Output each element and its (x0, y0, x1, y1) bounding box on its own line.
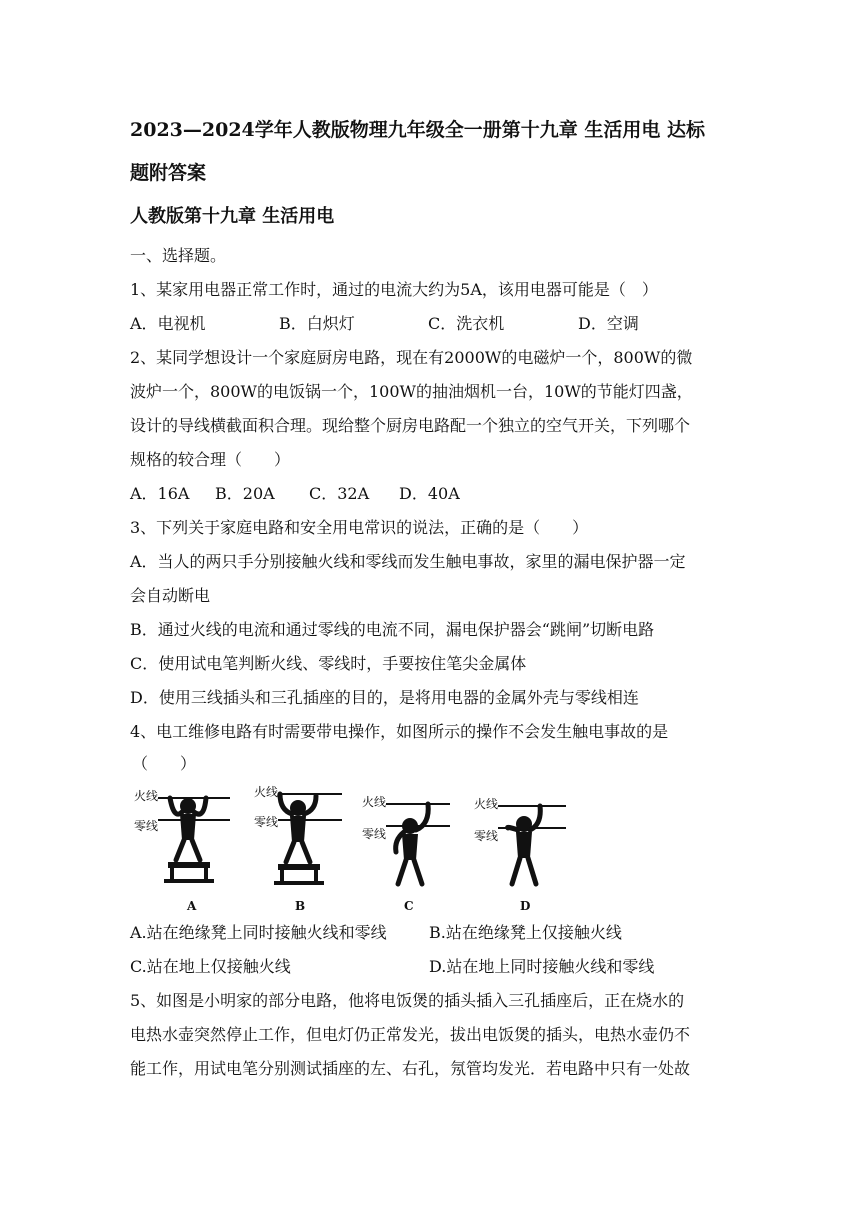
q1-stem: 1、某家用电器正常工作时，通过的电流大约为5A，该用电器可能是（ ） (130, 280, 658, 299)
doc-subtitle: 人教版第十九章 生活用电 (130, 206, 335, 227)
panel-label: D (520, 899, 531, 913)
q1-option-b: B．白炽灯 (279, 314, 355, 333)
q3-line: 会自动断电 (130, 586, 211, 605)
q4-option-a: A.站在绝缘凳上同时接触火线和零线 (130, 923, 387, 942)
q4-option-d: D.站在地上同时接触火线和零线 (429, 957, 655, 976)
q3-stem: 3、下列关于家庭电路和安全用电常识的说法，正确的是（ ） (130, 518, 589, 537)
panel-c (362, 794, 450, 913)
q2-option-c: C．32A (309, 484, 370, 503)
q4-figure (130, 780, 570, 915)
q4-option-c: C.站在地上仅接触火线 (130, 957, 291, 976)
neutral-label: 零线 (254, 815, 279, 829)
panel-label: B (295, 899, 306, 913)
q2-option-d: D．40A (399, 484, 460, 503)
q2-line: 设计的导线横截面积合理。现给整个厨房电路配一个独立的空气开关，下列哪个 (130, 416, 691, 435)
live-label: 火线 (134, 789, 159, 803)
neutral-label: 零线 (474, 829, 499, 843)
q2-option-b: B．20A (215, 484, 275, 503)
q3-line: B．通过火线的电流和通过零线的电流不同，漏电保护器会“跳闸”切断电路 (130, 620, 655, 639)
panel-d (474, 796, 566, 913)
panel-label: C (404, 899, 414, 913)
q3-line: D．使用三线插头和三孔插座的目的，是将用电器的金属外壳与零线相连 (130, 688, 639, 707)
neutral-label: 零线 (362, 827, 387, 841)
q3-line: C．使用试电笔判断火线、零线时，手要按住笔尖金属体 (130, 654, 527, 673)
live-label: 火线 (254, 785, 279, 799)
neutral-label: 零线 (134, 819, 159, 833)
q1-option-d: D．空调 (578, 314, 639, 333)
q5-line: 能工作，用试电笔分别测试插座的左、右孔，氖管均发光．若电路中只有一处故 (130, 1059, 691, 1078)
panel-label: A (187, 899, 197, 913)
q3-line: A．当人的两只手分别接触火线和零线而发生触电事故，家里的漏电保护器一定 (130, 552, 686, 571)
q2-line: 2、某同学想设计一个家庭厨房电路，现在有2000W的电磁炉一个，800W的微 (130, 348, 693, 367)
electrician-figure-svg (130, 780, 570, 915)
q1-option-a: A．电视机 (130, 314, 206, 333)
q4-option-b: B.站在绝缘凳上仅接触火线 (429, 923, 622, 942)
q1-option-c: C．洗衣机 (428, 314, 505, 333)
q4-stem: 4、电工维修电路有时需要带电操作，如图所示的操作不会发生触电事故的是 (130, 722, 669, 741)
live-label: 火线 (362, 795, 387, 809)
doc-title-line1: 2023—2024学年人教版物理九年级全一册第十九章 生活用电 达标 (130, 119, 705, 141)
panel-a (134, 788, 230, 913)
q2-line: 规格的较合理（ ） (130, 450, 291, 469)
panel-b (254, 784, 342, 913)
doc-title-line2: 题附答案 (130, 162, 207, 184)
live-label: 火线 (474, 797, 499, 811)
q5-line: 5、如图是小明家的部分电路，他将电饭煲的插头插入三孔插座后，正在烧水的 (130, 991, 685, 1010)
q2-line: 波炉一个，800W的电饭锅一个，100W的抽油烟机一台，10W的节能灯四盏， (130, 382, 693, 401)
q2-option-a: A．16A (130, 484, 190, 503)
q5-line: 电热水壶突然停止工作，但电灯仍正常发光，拔出电饭煲的插头，电热水壶仍不 (130, 1025, 691, 1044)
section-heading: 一、选择题。 (130, 246, 227, 265)
q4-paren: （ ） (132, 754, 197, 773)
